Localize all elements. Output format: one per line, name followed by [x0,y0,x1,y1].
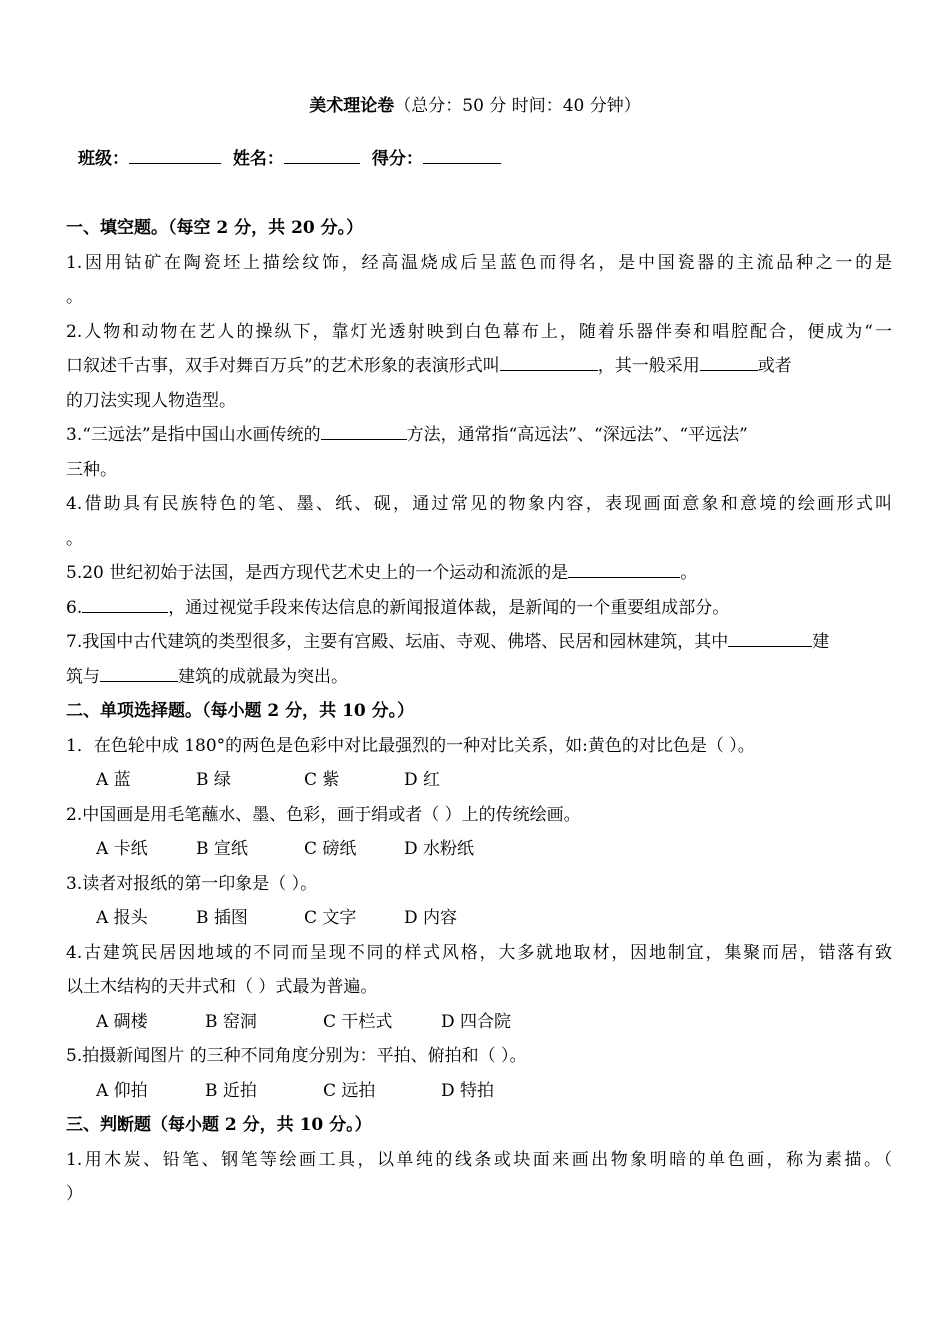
s1-q7-text-a: 7.我国中古代建筑的类型很多，主要有宫殿、坛庙、寺观、佛塔、民居和园林建筑，其中 [66,632,729,652]
s1-q3-line2: 三种。 [66,459,117,480]
s2-q3-options [66,901,892,936]
s1-q3-text-a: 3.“三远法”是指中国山水画传统的 [66,425,321,445]
s2-q2-option-c[interactable]: C 磅纸 [304,839,357,859]
s2-q3-option-b[interactable]: B 插图 [196,908,248,928]
s2-q1-option-b[interactable]: B 绿 [196,770,231,790]
s2-q4-option-c[interactable]: C 干栏式 [323,1011,393,1032]
s3-q1-line1: 1.用木炭、铅笔、钢笔等绘画工具，以单纯的线条或块面来画出物象明暗的单色画，称为素描。（ [66,1149,892,1170]
score-label: 得分： [371,149,423,169]
s1-q2-text-b: ，其一般采用 [597,356,700,376]
score-blank[interactable] [423,146,501,164]
s1-q5-text-b: 。 [680,563,698,583]
class-label: 班级： [78,149,129,169]
s2-q2-option-b[interactable]: B 宣纸 [196,839,248,859]
s1-q2-line1: 2.人物和动物在艺人的操纵下，靠灯光透射映到白色幕布上，随着乐器伴奏和唱腔配合，便成为“一 [66,321,892,342]
s1-q1-line1: 1.因用钴矿在陶瓷坯上描绘纹饰，经高温烧成后呈蓝色而得名，是中国瓷器的主流品种之一的是 [66,252,892,273]
s1-q2-text-a: 口叙述千古事，双手对舞百万兵”的艺术形象的表演形式叫 [66,356,500,376]
s2-q3-option-d[interactable]: D 内容 [404,908,458,928]
s1-q2-text-c: 或者 [757,356,792,376]
s2-q5-option-d[interactable]: D 特拍 [441,1080,495,1101]
s1-q3-text-b: 方法，通常指“高远法”、“深远法”、“平远法” [406,425,748,445]
s2-q5-option-a[interactable]: A 仰拍 [96,1080,148,1101]
s1-q2-line2 [66,349,892,384]
s2-q4-line1: 4.古建筑民居因地域的不同而呈现不同的样式风格，大多就地取材，因地制宜，集聚而居，错落有致 [66,942,892,963]
s1-q5-blank[interactable] [568,561,680,578]
s2-q4-option-a[interactable]: A 碉楼 [96,1011,148,1032]
s2-q5-option-c[interactable]: C 远拍 [323,1080,376,1101]
s2-q3: 3.读者对报纸的第一印象是（ ）。 [66,873,318,894]
s2-q1-option-d[interactable]: D 红 [404,770,441,790]
exam-title-detail: （总分：50 分 时间：40 分钟） [394,96,641,116]
s2-q5: 5.拍摄新闻图片 的三种不同角度分别为：平拍、俯拍和（ ）。 [66,1046,527,1066]
s2-q2-option-d[interactable]: D 水粉纸 [404,839,475,859]
s2-q4-options [66,1005,892,1040]
s2-q2-options [66,832,892,867]
s1-q7-text-c: 筑与 [66,666,100,687]
s2-q3-option-c[interactable]: C 文字 [304,908,357,928]
s3-q1-line2: ） [66,1184,83,1204]
s2-q3-option-a[interactable]: A 报头 [96,908,148,928]
s1-q7-line2 [66,660,892,695]
exam-title [0,95,950,117]
s2-q4-line2: 以土木结构的天井式和（ ）式最为普遍。 [66,977,378,997]
s1-q7-line1 [66,625,892,660]
section2-heading: 二、单项选择题。（每小题 2 分，共 10 分。） [66,701,415,721]
s1-q6-text-a: 6. [66,597,83,618]
exam-content [66,211,892,1212]
s1-q2-blank2[interactable] [700,354,758,371]
s2-q2-option-a[interactable]: A 卡纸 [96,839,148,859]
student-info-row [78,146,507,170]
s1-q2-line3: 的刀法实现人物造型。 [66,390,236,411]
s1-q7-blank2[interactable] [100,665,178,682]
s1-q4-line2: 。 [66,528,83,549]
exam-title-main: 美术理论卷 [309,96,395,116]
section1-heading: 一、填空题。（每空 2 分，共 20 分。） [66,218,364,238]
s2-q4-option-d[interactable]: D 四合院 [441,1011,512,1032]
s2-q1-option-c[interactable]: C 紫 [304,770,340,790]
s1-q5-text-a: 5.20 世纪初始于法国，是西方现代艺术史上的一个运动和流派的是 [66,563,569,583]
s2-q2: 2.中国画是用毛笔蘸水、墨、色彩，画于绢或者（ ）上的传统绘画。 [66,804,581,825]
s1-q3-blank[interactable] [321,423,407,440]
s2-q1-options [66,763,892,798]
s1-q2-blank1[interactable] [500,354,598,371]
s2-q4-option-b[interactable]: B 窑洞 [205,1011,257,1032]
s1-q6-text-b: ，通过视觉手段来传达信息的新闻报道体裁，是新闻的一个重要组成部分。 [168,597,730,618]
s2-q5-options [66,1074,892,1109]
section3-heading: 三、判断题（每小题 2 分，共 10 分。） [66,1115,372,1135]
s1-q7-text-b: 建 [812,632,830,652]
s1-q3-line1 [66,418,892,453]
s1-q4-line1: 4.借助具有民族特色的笔、墨、纸、砚，通过常见的物象内容，表现画面意象和意境的绘画形式叫 [66,494,892,514]
class-blank[interactable] [129,146,221,164]
s1-q1-line2: 。 [66,287,83,307]
s1-q6 [66,591,892,626]
s2-q1-option-a[interactable]: A 蓝 [96,770,131,790]
s1-q7-text-d: 建筑的成就最为突出。 [178,666,348,687]
name-blank[interactable] [284,146,360,164]
name-label: 姓名： [232,149,284,169]
s2-q5-option-b[interactable]: B 近拍 [205,1080,257,1101]
s2-q1: 1．在色轮中成 180°的两色是色彩中对比最强烈的一种对比关系，如:黄色的对比色是（ ）。 [66,735,755,756]
s1-q5 [66,556,892,591]
s1-q7-blank1[interactable] [728,630,812,647]
s1-q6-blank[interactable] [82,596,168,613]
